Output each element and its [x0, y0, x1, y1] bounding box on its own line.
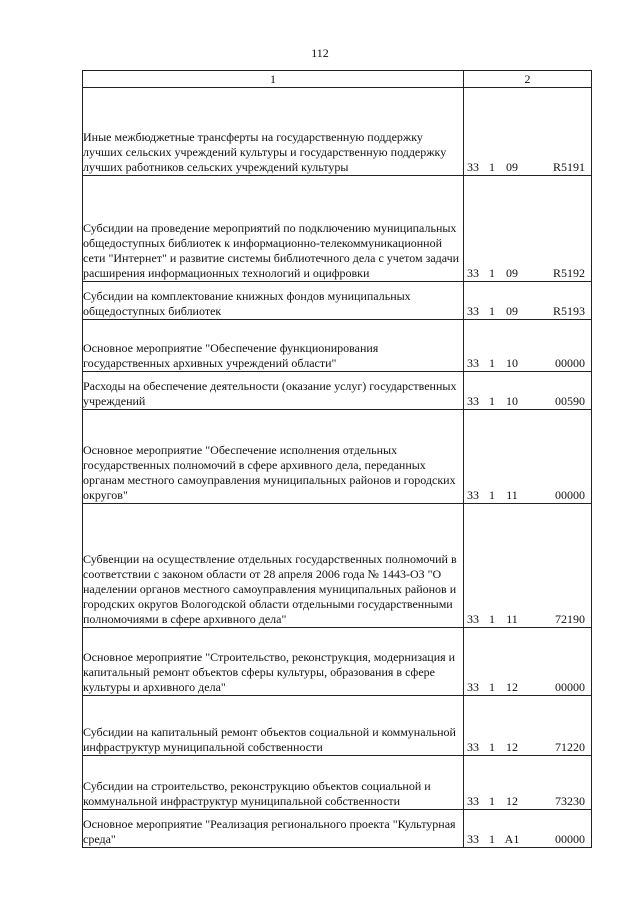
expense-direction-code: 00590 [555, 394, 585, 408]
table-row [83, 756, 592, 810]
program-code: 33 [467, 612, 479, 626]
row-text: Основное мероприятие "Обеспечение исполнения отдельных государственных полномочий в сфере архивного дела, переданных органам местного самоуправления муниципальных районов и городских округов" [83, 443, 456, 502]
table-row [83, 410, 592, 504]
main-activity-code: A1 [504, 832, 520, 846]
table-row [83, 504, 592, 628]
subprogram-code: 1 [489, 612, 495, 626]
row-text: Иные межбюджетные трансферты на государственную поддержку лучших сельских учреждений культуры и государственную поддержку лучших работников сельских учреждений культуры [83, 130, 447, 174]
main-activity-code: 10 [506, 356, 518, 370]
row-text: Расходы на обеспечение деятельности (оказание услуг) государственных учреждений [83, 379, 457, 408]
expense-direction-code: R5192 [552, 266, 585, 280]
main-activity-code: 09 [506, 160, 518, 174]
table-row [83, 810, 592, 848]
page-number: 112 [311, 46, 329, 60]
subprogram-code: 1 [489, 394, 495, 408]
main-activity-code: 12 [506, 680, 518, 694]
subprogram-code: 1 [489, 304, 495, 318]
expense-direction-code: R5191 [552, 160, 585, 174]
row-text: Субсидии на строительство, реконструкцию объектов социальной и коммунальной инфраструктур муниципальной собственности [83, 779, 431, 808]
program-code: 33 [467, 394, 479, 408]
program-code: 33 [467, 740, 479, 754]
expense-direction-code: 72190 [555, 612, 585, 626]
expense-direction-code: R5193 [552, 304, 585, 318]
subprogram-code: 1 [489, 266, 495, 280]
program-code: 33 [467, 304, 479, 318]
row-text: Основное мероприятие "Обеспечение функционирования государственных архивных учреждений области" [83, 341, 379, 370]
table-row [83, 372, 592, 410]
budget-classification-table [82, 70, 592, 848]
main-activity-code: 12 [506, 794, 518, 808]
subprogram-code: 1 [489, 356, 495, 370]
table-header-row [83, 71, 592, 88]
header-col-1: 1 [83, 71, 464, 88]
expense-direction-code: 00000 [555, 356, 585, 370]
table-row [83, 88, 592, 176]
expense-direction-code: 00000 [555, 832, 585, 846]
table-row [83, 320, 592, 372]
row-text: Субсидии на проведение мероприятий по подключению муниципальных общедоступных библиотек к информационно-телекоммуникационной сети "Интернет" и развитие системы библиотечного дела с учетом задачи расширения информационных технологий и оцифровки [83, 221, 460, 280]
subprogram-code: 1 [489, 488, 495, 502]
row-text: Субсидии на капитальный ремонт объектов социальной и коммунальной инфраструктур муниципальной собственности [83, 725, 456, 754]
expense-direction-code: 00000 [555, 488, 585, 502]
program-code: 33 [467, 160, 479, 174]
table-row [83, 628, 592, 696]
row-text: Основное мероприятие "Реализация регионального проекта "Культурная среда" [83, 817, 456, 846]
expense-direction-code: 73230 [555, 794, 585, 808]
main-activity-code: 09 [506, 304, 518, 318]
table-row [83, 696, 592, 756]
main-activity-code: 11 [506, 612, 518, 626]
main-activity-code: 09 [506, 266, 518, 280]
subprogram-code: 1 [489, 832, 495, 846]
expense-direction-code: 00000 [555, 680, 585, 694]
header-col-2: 2 [464, 71, 592, 88]
subprogram-code: 1 [489, 680, 495, 694]
table-row [83, 176, 592, 282]
row-text: Субсидии на комплектование книжных фондов муниципальных общедоступных библиотек [83, 289, 411, 318]
table-row [83, 282, 592, 320]
main-activity-code: 10 [506, 394, 518, 408]
main-activity-code: 12 [506, 740, 518, 754]
subprogram-code: 1 [489, 740, 495, 754]
program-code: 33 [467, 680, 479, 694]
subprogram-code: 1 [489, 160, 495, 174]
program-code: 33 [467, 356, 479, 370]
expense-direction-code: 71220 [555, 740, 585, 754]
program-code: 33 [467, 794, 479, 808]
program-code: 33 [467, 266, 479, 280]
program-code: 33 [467, 832, 479, 846]
program-code: 33 [467, 488, 479, 502]
main-activity-code: 11 [506, 488, 518, 502]
row-text: Субвенции на осуществление отдельных государственных полномочий в соответствии с законом области от 28 апреля 2006 года № 1443-ОЗ "О наделении органов местного самоуправления муниципальных районов и городских округов Вологодской области отдельными государственными полномочиями в сфере архивного дела" [83, 552, 457, 626]
subprogram-code: 1 [489, 794, 495, 808]
row-text: Основное мероприятие "Строительство, реконструкция, модернизация и капитальный ремонт объектов сферы культуры, образования в сфере культуры и архивного дела" [83, 650, 456, 694]
